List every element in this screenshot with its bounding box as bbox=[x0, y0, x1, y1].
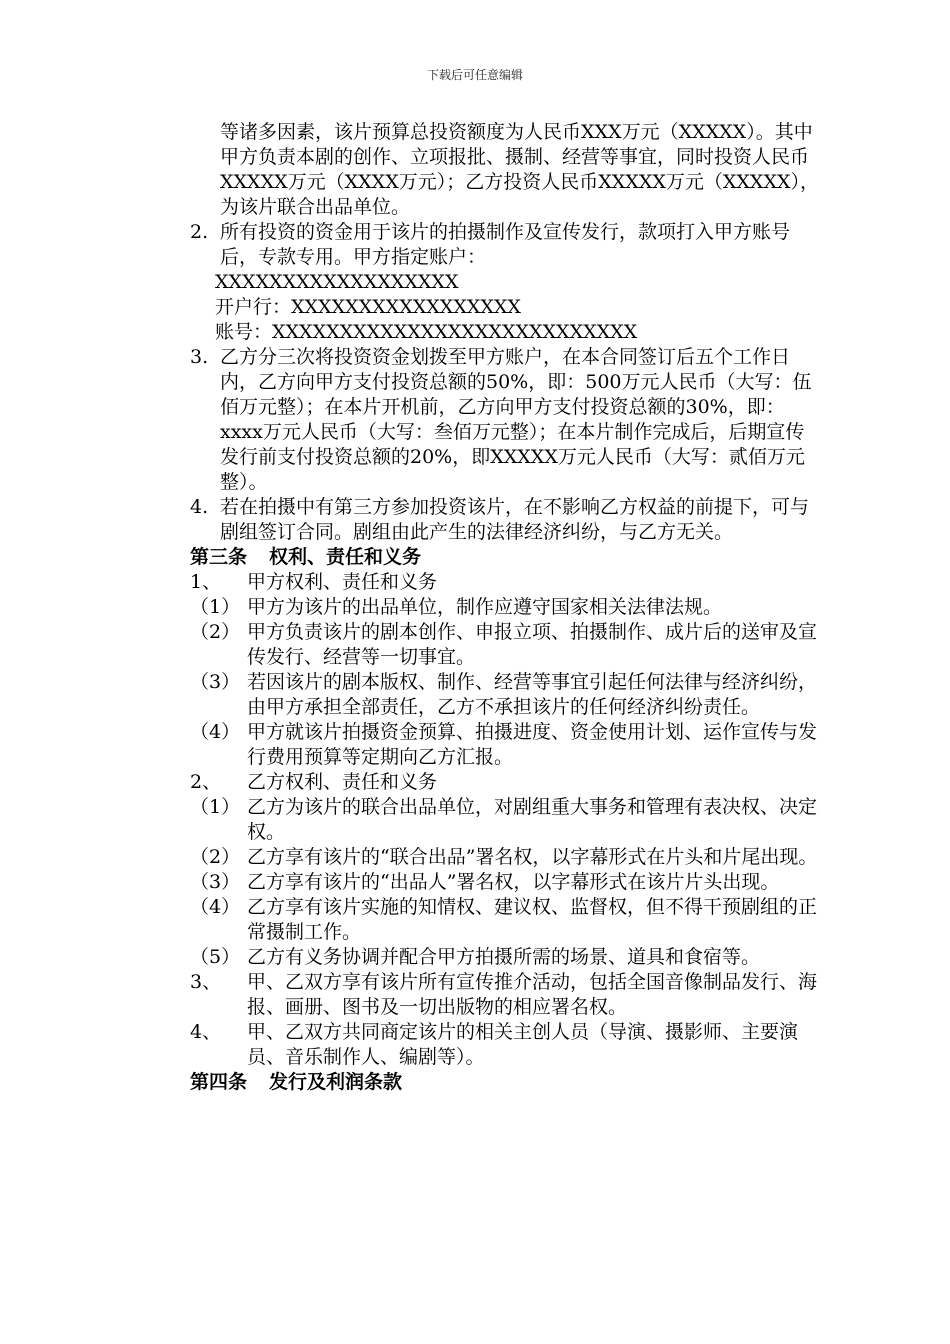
contract-body bbox=[190, 120, 820, 1095]
section-heading bbox=[190, 1070, 820, 1095]
item-number: 4. bbox=[190, 496, 209, 518]
section-title: 发行及利润条款 bbox=[269, 1071, 403, 1093]
item-text: 甲方为该片的出品单位，制作应遵守国家相关法律法规。 bbox=[247, 596, 723, 618]
list-item bbox=[190, 770, 820, 795]
item-text: 甲方权利、责任和义务 bbox=[247, 571, 438, 593]
list-item bbox=[190, 220, 820, 270]
list-item bbox=[190, 720, 820, 770]
item-number: （2） bbox=[190, 846, 241, 868]
item-text: 乙方权利、责任和义务 bbox=[247, 771, 438, 793]
section-label: 第四条 bbox=[190, 1071, 248, 1093]
section-title: 权利、责任和义务 bbox=[269, 546, 422, 568]
item-text: 乙方享有该片的“联合出品”署名权，以字幕形式在片头和片尾出现。 bbox=[247, 846, 818, 868]
item-number: 3、 bbox=[190, 971, 222, 993]
section-label: 第三条 bbox=[190, 546, 248, 568]
list-item bbox=[190, 570, 820, 595]
list-item bbox=[190, 895, 820, 945]
item-text: 乙方享有该片的“出品人”署名权，以字幕形式在该片片头出现。 bbox=[247, 871, 780, 893]
paragraph-text: 等诸多因素，该片预算总投资额度为人民币XXX万元（XXXXX）。其中甲方负责本剧的创作、立项报批、摄制、经营等事宜，同时投资人民币XXXXX万元（XXXX万元）；乙方投资人民币XXXXX万元（XXXXX），为该片联合出品单位。 bbox=[220, 121, 820, 218]
item-number: （4） bbox=[190, 721, 241, 743]
list-item bbox=[190, 945, 820, 970]
account-line bbox=[190, 270, 820, 295]
paragraph-text: XXXXXXXXXXXXXXXXXX bbox=[215, 271, 459, 293]
list-item bbox=[190, 620, 820, 670]
list-item bbox=[190, 670, 820, 720]
paragraph bbox=[190, 120, 820, 220]
item-text: 若在拍摄中有第三方参加投资该片，在不影响乙方权益的前提下，可与剧组签订合同。剧组由此产生的法律经济纠纷，与乙方无关。 bbox=[220, 496, 810, 543]
item-number: （1） bbox=[190, 596, 241, 618]
list-item bbox=[190, 845, 820, 870]
paragraph-text: 账号：XXXXXXXXXXXXXXXXXXXXXXXXXXX bbox=[215, 321, 638, 343]
item-text: 甲、乙双方共同商定该片的相关主创人员（导演、摄影师、主要演员、音乐制作人、编剧等）。 bbox=[247, 1021, 799, 1068]
list-item bbox=[190, 795, 820, 845]
item-number: （5） bbox=[190, 946, 241, 968]
item-text: 乙方分三次将投资资金划拨至甲方账户，在本合同签订后五个工作日内，乙方向甲方支付投资总额的50%，即：500万元人民币（大写：伍佰万元整）；在本片开机前，乙方向甲方支付投资总额的30%，即：xxxx万元人民币（大写：叁佰万元整）；在本片制作完成后，后期宣传发行前支付投资总额的20%，即XXXXX万元人民币（大写：贰佰万元整）。 bbox=[220, 346, 812, 493]
account-line bbox=[190, 295, 820, 320]
item-number: 2. bbox=[190, 221, 209, 243]
item-number: 3. bbox=[190, 346, 209, 368]
item-number: 1、 bbox=[190, 571, 222, 593]
item-number: （4） bbox=[190, 896, 241, 918]
list-item bbox=[190, 595, 820, 620]
item-text: 乙方享有该片实施的知情权、建议权、监督权，但不得干预剧组的正常摄制工作。 bbox=[247, 896, 818, 943]
item-text: 若因该片的剧本版权、制作、经营等事宜引起任何法律与经济纠纷，由甲方承担全部责任，乙方不承担该片的任何经济纠纷责任。 bbox=[247, 671, 818, 718]
list-item bbox=[190, 495, 820, 545]
item-number: 4、 bbox=[190, 1021, 222, 1043]
header-note: 下载后可任意编辑 bbox=[426, 68, 523, 82]
item-text: 甲、乙双方享有该片所有宣传推介活动，包括全国音像制品发行、海报、画册、图书及一切出版物的相应署名权。 bbox=[247, 971, 818, 1018]
item-text: 甲方就该片拍摄资金预算、拍摄进度、资金使用计划、运作宣传与发行费用预算等定期向乙方汇报。 bbox=[247, 721, 818, 768]
list-item bbox=[190, 1020, 820, 1070]
item-number: （3） bbox=[190, 871, 241, 893]
item-text: 甲方负责该片的剧本创作、申报立项、拍摄制作、成片后的送审及宣传发行、经营等一切事宜。 bbox=[247, 621, 818, 668]
item-text: 所有投资的资金用于该片的拍摄制作及宣传发行，款项打入甲方账号后，专款专用。甲方指定账户： bbox=[220, 221, 791, 268]
item-number: （1） bbox=[190, 796, 241, 818]
account-line bbox=[190, 320, 820, 345]
item-text: 乙方有义务协调并配合甲方拍摄所需的场景、道具和食宿等。 bbox=[247, 946, 761, 968]
item-number: 2、 bbox=[190, 771, 222, 793]
item-number: （3） bbox=[190, 671, 241, 693]
item-number: （2） bbox=[190, 621, 241, 643]
item-text: 乙方为该片的联合出品单位，对剧组重大事务和管理有表决权、决定权。 bbox=[247, 796, 818, 843]
paragraph-text: 开户行：XXXXXXXXXXXXXXXXX bbox=[215, 296, 521, 318]
list-item bbox=[190, 345, 820, 495]
list-item bbox=[190, 870, 820, 895]
section-heading bbox=[190, 545, 820, 570]
list-item bbox=[190, 970, 820, 1020]
